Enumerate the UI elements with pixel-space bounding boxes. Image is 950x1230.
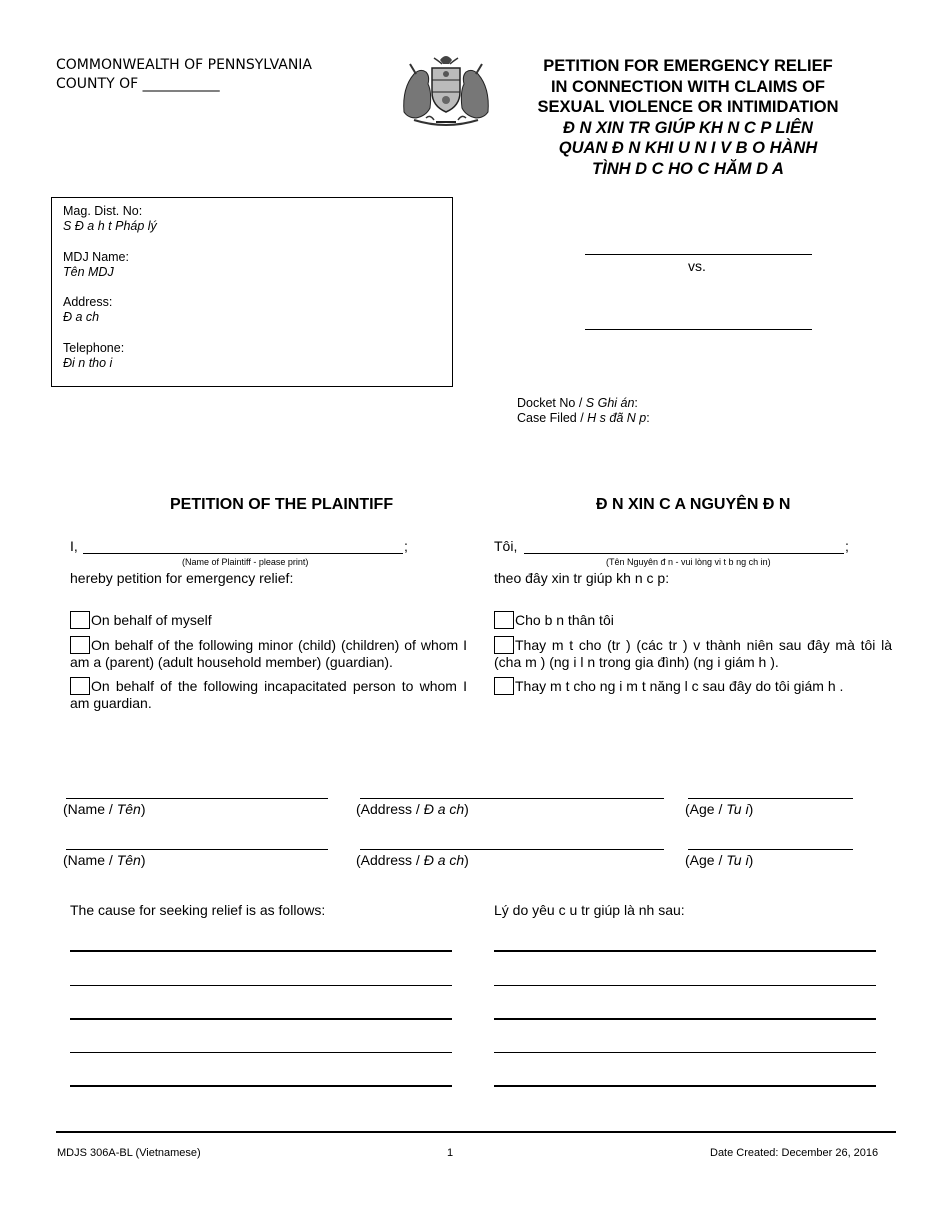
defendant-name-line[interactable]: [585, 329, 812, 330]
person-age-label: (Age / Tu i): [685, 801, 754, 817]
docket-number-field[interactable]: [517, 396, 650, 411]
plaintiff-name-input-en[interactable]: [83, 553, 403, 554]
county-label: COUNTY OF ___________: [56, 76, 220, 92]
docket-label-vi: S Ghi án: [585, 396, 635, 410]
hereby-vi: theo đây xin tr giúp kh n c p:: [494, 570, 670, 586]
person-age-input[interactable]: [688, 849, 853, 850]
semicolon: ;: [845, 538, 849, 554]
option-self-en: [70, 611, 467, 629]
minor-checkbox-vi[interactable]: [494, 636, 514, 654]
option-incap-vi: [494, 677, 892, 695]
cause-label-en: The cause for seeking relief is as follows:: [70, 902, 326, 918]
title-en-line: PETITION FOR EMERGENCY RELIEF: [543, 57, 833, 75]
pennsylvania-coat-of-arms-icon: [396, 52, 496, 128]
mdj-name-label-vi: Tên MDJ: [63, 265, 114, 279]
plaintiff-name-line[interactable]: [585, 254, 812, 255]
option-incap-vi-label: Thay m t cho ng i m t năng l c sau đây do tôi giám h .: [515, 678, 844, 694]
option-minor-en-label: On behalf of the following minor (child) (children) of whom I am a (parent) (adult household member) (guardian).: [70, 637, 467, 670]
option-self-vi-label: Cho b n thân tôi: [515, 612, 614, 628]
option-minor-vi: [494, 636, 892, 671]
commonwealth-label: COMMONWEALTH OF PENNSYLVANIA: [56, 57, 313, 73]
cause-input-line-en[interactable]: [70, 1052, 452, 1053]
form-id: MDJS 306A-BL (Vietnamese): [57, 1147, 201, 1159]
mag-dist-field[interactable]: [63, 204, 157, 234]
incap-checkbox-vi[interactable]: [494, 677, 514, 695]
footer-divider: [56, 1131, 896, 1133]
mag-dist-label-vi: S Đ a h t Pháp lý: [63, 219, 157, 233]
option-minor-vi-label: Thay m t cho (tr ) (các tr ) v thành niên sau đây mà tôi là (cha m ) (ng i l n trong gia đình) (ng i giám h ).: [494, 637, 892, 670]
title-vi-line: TÌNH D C HO C HĂM D A: [592, 159, 784, 178]
case-filed-label: Case Filed /: [517, 411, 588, 425]
plaintiff-name-hint-en: (Name of Plaintiff - please print): [182, 557, 309, 567]
address-field[interactable]: [63, 295, 112, 325]
option-minor-en: [70, 636, 467, 671]
person-address-input[interactable]: [360, 798, 664, 799]
cause-input-line-en[interactable]: [70, 1085, 452, 1087]
docket-info: [517, 396, 650, 426]
page-number: 1: [447, 1147, 454, 1159]
title-vi-line: QUAN Đ N KHI U N I V B O HÀNH: [558, 139, 818, 157]
self-checkbox-vi[interactable]: [494, 611, 514, 629]
person-age-input[interactable]: [688, 798, 853, 799]
option-self-vi: [494, 611, 892, 629]
case-filed-field[interactable]: [517, 411, 650, 426]
person-name-input[interactable]: [66, 798, 328, 799]
plaintiff-name-input-vi[interactable]: [524, 553, 844, 554]
colon: :: [634, 396, 638, 410]
mag-dist-label: Mag. Dist. No:: [63, 204, 143, 218]
option-incap-en-label: On behalf of the following incapacitated person to whom I am guardian.: [70, 678, 467, 711]
cause-label-vi: Lý do yêu c u tr giúp là nh sau:: [494, 902, 685, 918]
person-age-label: (Age / Tu i): [685, 852, 754, 868]
mdj-name-label: MDJ Name:: [63, 250, 129, 264]
cause-input-line-en[interactable]: [70, 950, 452, 952]
telephone-field[interactable]: [63, 341, 124, 371]
title-en-line: SEXUAL VIOLENCE OR INTIMIDATION: [537, 98, 839, 116]
cause-input-line-vi[interactable]: [494, 1085, 876, 1087]
address-label-vi: Đ a ch: [63, 310, 100, 324]
cause-input-line-vi[interactable]: [494, 1052, 876, 1053]
case-filed-label-vi: H s đã N p: [587, 411, 647, 425]
plaintiff-name-hint-vi: (Tên Nguyên đ n - vui lòng vi t b ng ch in): [606, 557, 771, 567]
cause-input-line-vi[interactable]: [494, 950, 876, 952]
colon: :: [646, 411, 650, 425]
plaintiff-prefix-vi: Tôi,: [494, 538, 518, 554]
option-incap-en: [70, 677, 467, 712]
person-address-label: (Address / Đ a ch): [356, 801, 469, 817]
person-name-input[interactable]: [66, 849, 328, 850]
person-address-input[interactable]: [360, 849, 664, 850]
title-vi-line: Đ N XIN TR GIÚP KH N C P LIÊN: [563, 118, 813, 137]
date-created: Date Created: December 26, 2016: [710, 1147, 879, 1159]
plaintiff-prefix-en: I,: [70, 538, 78, 554]
telephone-label: Telephone:: [63, 341, 125, 355]
hereby-en: hereby petition for emergency relief:: [70, 570, 294, 586]
docket-label: Docket No /: [517, 396, 586, 410]
cause-input-line-vi[interactable]: [494, 1018, 876, 1020]
semicolon: ;: [404, 538, 408, 554]
court-info-box: [51, 197, 453, 387]
cause-input-line-en[interactable]: [70, 1018, 452, 1020]
court-header: [56, 56, 312, 94]
cause-input-line-en[interactable]: [70, 985, 452, 986]
petition-title-en: PETITION OF THE PLAINTIFF: [170, 496, 394, 513]
telephone-label-vi: Đi n tho i: [63, 356, 113, 370]
incap-checkbox-en[interactable]: [70, 677, 90, 695]
option-self-en-label: On behalf of myself: [91, 612, 212, 628]
self-checkbox-en[interactable]: [70, 611, 90, 629]
petition-title-vi: Đ N XIN C A NGUYÊN Đ N: [596, 496, 791, 513]
person-name-label: (Name / Tên): [63, 852, 146, 868]
minor-checkbox-en[interactable]: [70, 636, 90, 654]
person-name-label: (Name / Tên): [63, 801, 146, 817]
mdj-name-field[interactable]: [63, 250, 129, 280]
form-title: [510, 56, 866, 179]
title-en-line: IN CONNECTION WITH CLAIMS OF: [550, 77, 826, 96]
cause-input-line-vi[interactable]: [494, 985, 876, 986]
address-label: Address:: [63, 295, 113, 309]
versus-label: vs.: [688, 258, 706, 274]
person-address-label: (Address / Đ a ch): [356, 852, 469, 868]
